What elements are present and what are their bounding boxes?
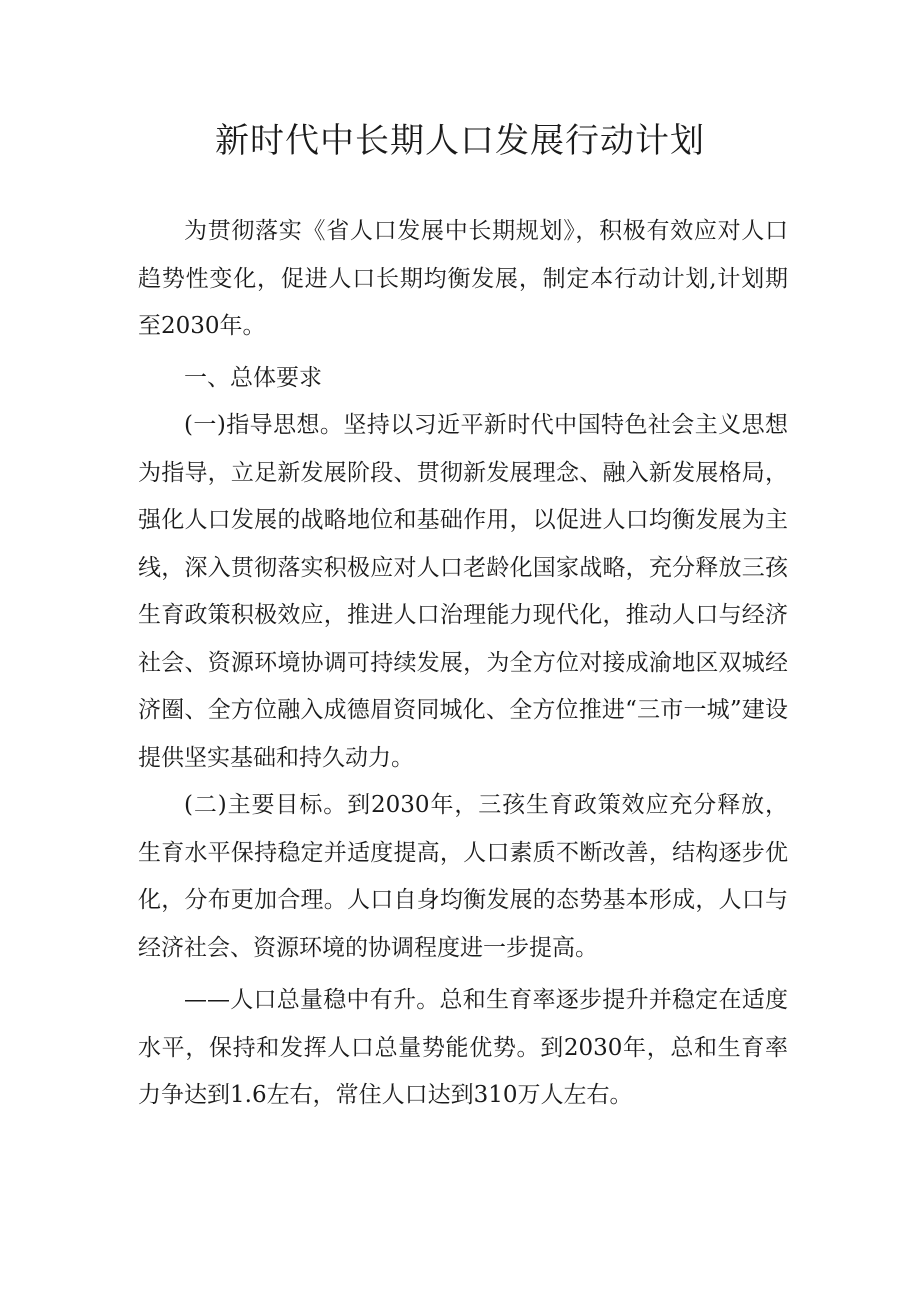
document-title: 新时代中长期人口发展行动计划 [215,121,705,161]
main-goals-paragraph: (二)主要目标。到2030年，三孩生育政策效应充分释放，生育水平保持稳定并适度提高，人口素质不断改善，结构逐步优化，分布更加合理。人口自身均衡发展的态势基本形成，人口与经济社会、资源环境的协调程度进一步提高。 [138,792,788,961]
section-heading-general-requirements: 一、总体要求 [184,365,322,391]
guiding-ideology-paragraph: (一)指导思想。坚持以习近平新时代中国特色社会主义思想为指导，立足新发展阶段、贯彻新发展理念、融入新发展格局，强化人口发展的战略地位和基础作用，以促进人口均衡发展为主线，深入贯彻落实积极应对人口老龄化国家战略，充分释放三孩生育政策积极效应，推进人口治理能力现代化，推动人口与经济社会、资源环境协调可持续发展，为全方位对接成渝地区双城经济圈、全方位融入成德眉资同城化、全方位推进“三市一城”建设提供坚实基础和持久动力。 [138,412,788,771]
intro-paragraph: 为贯彻落实《省人口发展中长期规划》，积极有效应对人口趋势性变化，促进人口长期均衡发展，制定本行动计划,计划期至2030年。 [138,218,788,339]
population-total-paragraph: ——人口总量稳中有升。总和生育率逐步提升并稳定在适度水平，保持和发挥人口总量势能优势。到2030年，总和生育率力争达到1.6左右，常住人口达到310万人左右。 [138,987,788,1108]
